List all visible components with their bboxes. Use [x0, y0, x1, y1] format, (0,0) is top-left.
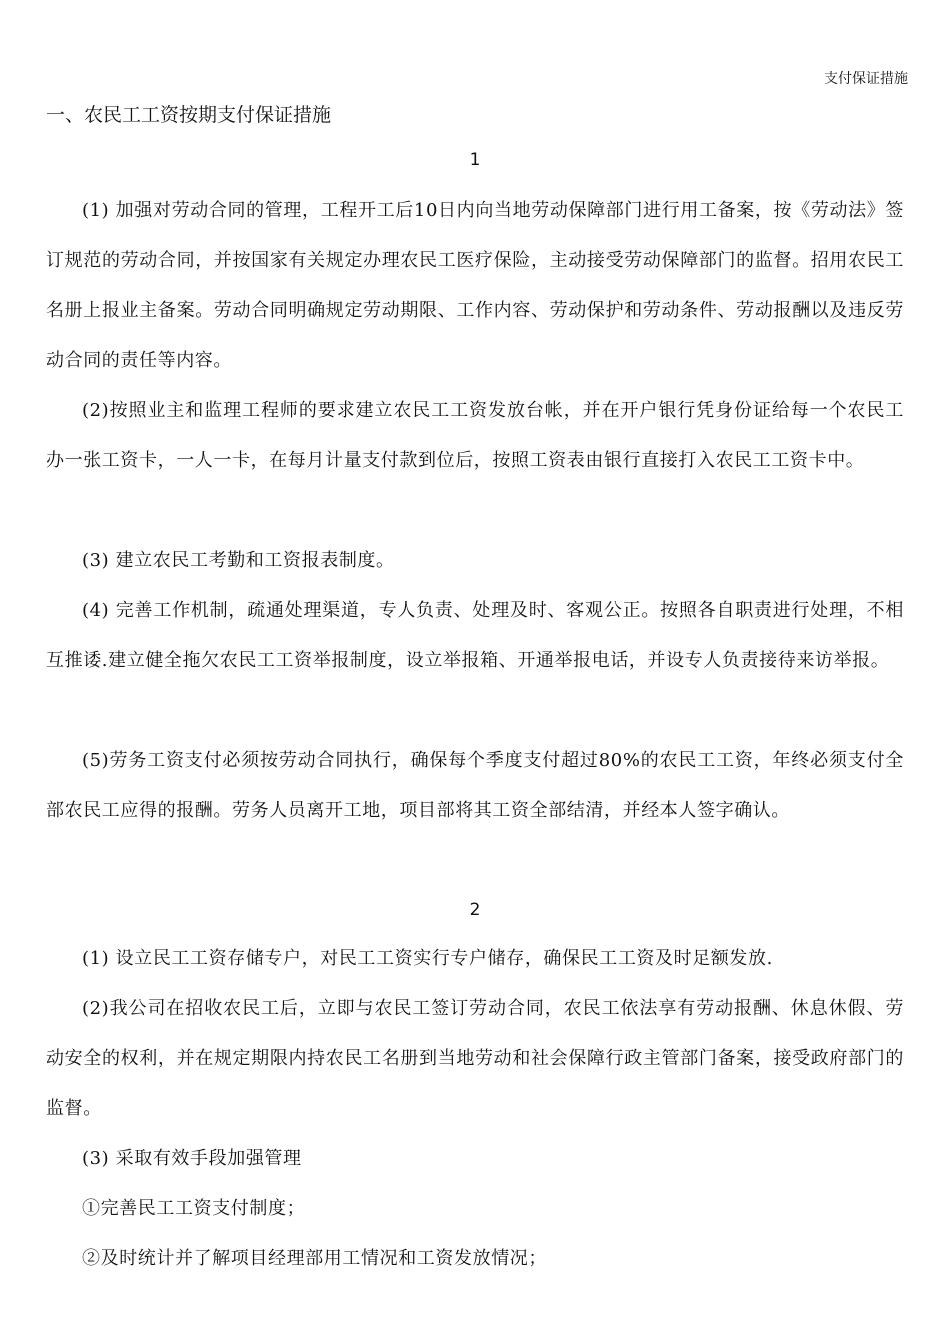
paragraph: ①完善民工工资支付制度；: [82, 1198, 306, 1219]
document-title: 一、农民工工资按期支付保证措施: [46, 104, 332, 126]
paragraph: (3) 建立农民工考勤和工资报表制度。: [82, 550, 395, 571]
paragraph: (2)按照业主和监理工程师的要求建立农民工工资发放台帐，并在开户银行凭身份证给每一个农民工办一张工资卡，一人一卡，在每月计量支付款到位后，按照工资表由银行直接打入农民工工资卡中。: [46, 400, 904, 471]
paragraph: (1) 加强对劳动合同的管理，工程开工后10日内向当地劳动保障部门进行用工备案，按《劳动法》签订规范的劳动合同，并按国家有关规定办理农民工医疗保险，主动接受劳动保障部门的监督。招用农民工名册上报业主备案。劳动合同明确规定劳动期限、工作内容、劳动保护和劳动条件、劳动报酬以及违反劳动合同的责任等内容。: [46, 200, 904, 371]
paragraph: (3) 采取有效手段加强管理: [82, 1148, 302, 1169]
section-number: 1: [469, 150, 481, 170]
paragraph: (4) 完善工作机制，疏通处理渠道，专人负责、处理及时、客观公正。按照各自职责进行处理，不相互推诿.建立健全拖欠农民工工资举报制度，设立举报箱、开通举报电话，并设专人负责接待来访举报。: [46, 600, 904, 671]
page-header-label: 支付保证措施: [824, 71, 908, 87]
paragraph: ②及时统计并了解项目经理部用工情况和工资发放情况；: [82, 1248, 547, 1269]
paragraph: (5)劳务工资支付必须按劳动合同执行，确保每个季度支付超过80%的农民工工资，年终必须支付全部农民工应得的报酬。劳务人员离开工地，项目部将其工资全部结清，并经本人签字确认。: [46, 750, 904, 821]
paragraph: (2)我公司在招收农民工后，立即与农民工签订劳动合同，农民工依法享有劳动报酬、休息休假、劳动安全的权利，并在规定期限内持农民工名册到当地劳动和社会保障行政主管部门备案，接受政府部门的监督。: [46, 998, 904, 1119]
section-number: 2: [469, 900, 481, 920]
paragraph: (1) 设立民工工资存储专户，对民工工资实行专户储存，确保民工工资及时足额发放.: [82, 948, 773, 969]
